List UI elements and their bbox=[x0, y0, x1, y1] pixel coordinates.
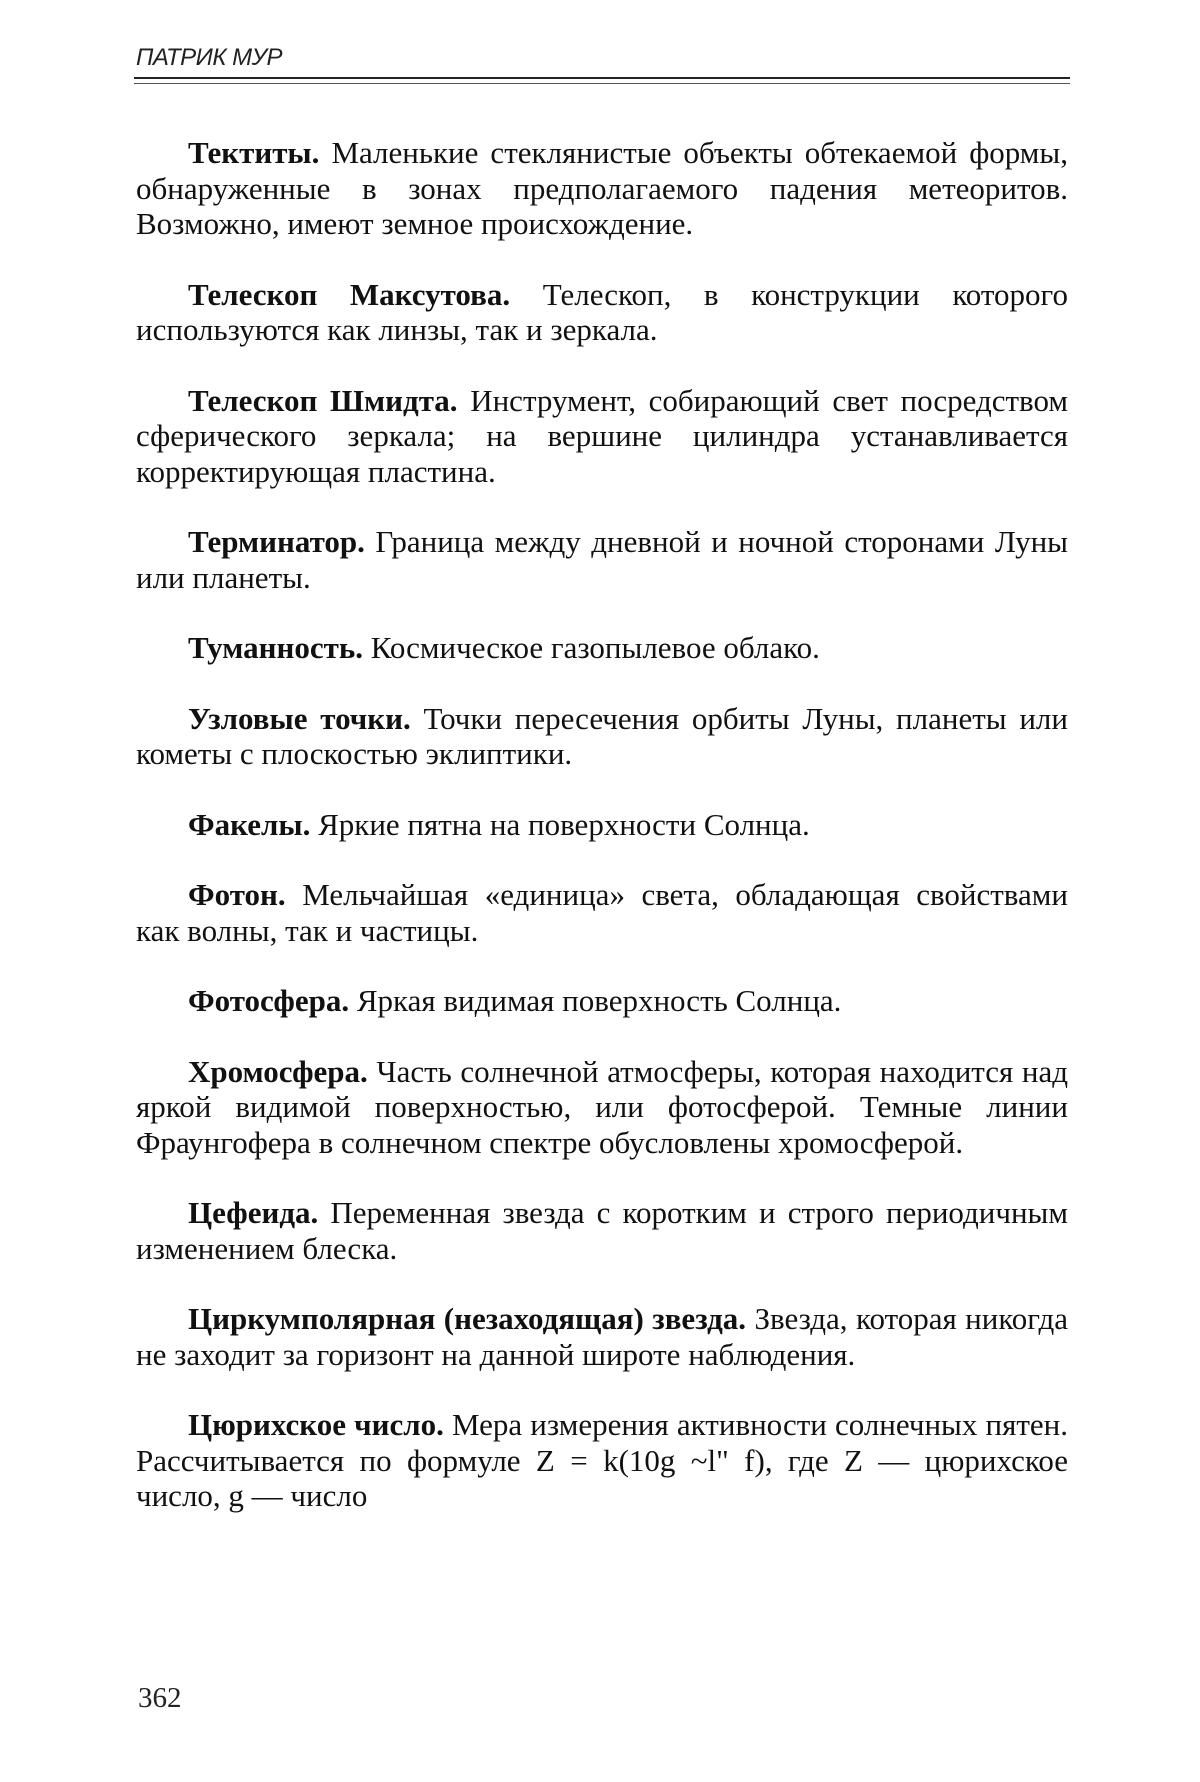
entry-definition: Телескоп, в конструкции которого используются как линзы, так и зеркала. bbox=[136, 276, 1068, 347]
entry-term: Тектиты. bbox=[188, 135, 320, 170]
entry-term: Узловые точки. bbox=[188, 700, 411, 736]
glossary-entry bbox=[136, 383, 1068, 490]
glossary-entry bbox=[136, 1407, 1068, 1514]
entry-term: Туманность. bbox=[188, 630, 363, 665]
header-rule-thin bbox=[134, 83, 1070, 84]
entry-definition: Маленькие стеклянистые объекты обтекаемой формы, обнаруженные в зонах предполагаемого падения метеоритов. Возможно, имеют земное происхождение. bbox=[136, 135, 1069, 241]
glossary-entry bbox=[136, 277, 1068, 348]
entry-definition: Часть солнечной атмосферы, которая находится над яркой видимой поверхностью, или фотосферой. Темные линии Фраунгофера в солнечном спектре обусловлены хромосферой. bbox=[136, 1053, 1069, 1160]
glossary-entry bbox=[136, 983, 1068, 1019]
entry-term: Телескоп Максутова. bbox=[188, 276, 511, 312]
entry-definition: Граница между дневной и ночной сторонами Луны или планеты. bbox=[136, 524, 1068, 595]
glossary-entry bbox=[136, 701, 1068, 772]
page-number: 362 bbox=[138, 1682, 182, 1714]
entry-definition: Мера измерения активности солнечных пятен. Рассчитывается по формуле Z = k(10g ~l" f), где Z — цюрихское число, g — число bbox=[136, 1407, 1069, 1513]
glossary-entry bbox=[136, 135, 1068, 242]
entry-definition: Звезда, которая никогда не заходит за горизонт на данной широте наблюдения. bbox=[136, 1301, 1069, 1372]
glossary-entry bbox=[136, 877, 1068, 948]
entry-definition: Космическое газопылевое облако. bbox=[370, 630, 820, 665]
glossary-entry bbox=[136, 524, 1068, 595]
entry-definition: Яркие пятна на поверхности Солнца. bbox=[318, 806, 810, 842]
glossary-entry bbox=[136, 807, 1068, 843]
glossary-entries bbox=[136, 135, 1068, 1549]
glossary-entry bbox=[136, 1301, 1068, 1372]
entry-definition: Инструмент, собирающий свет посредством сферического зеркала; на вершине цилиндра устанавливается корректирующая пластина. bbox=[136, 382, 1068, 489]
glossary-entry bbox=[136, 1195, 1068, 1266]
entry-definition: Мельчайшая «единица» света, обладающая свойствами как волны, так и частицы. bbox=[136, 877, 1069, 948]
entry-term: Хромосфера. bbox=[188, 1053, 368, 1089]
header-rule bbox=[134, 77, 1070, 79]
entry-term: Фотосфера. bbox=[188, 983, 350, 1018]
entry-definition: Яркая видимая поверхность Солнца. bbox=[356, 983, 842, 1018]
entry-definition: Переменная звезда с коротким и строго периодичным изменением блеска. bbox=[136, 1195, 1069, 1266]
entry-term: Фотон. bbox=[188, 877, 286, 912]
entry-term: Цефеида. bbox=[188, 1195, 319, 1230]
entry-term: Факелы. bbox=[188, 806, 311, 842]
entry-term: Телескоп Шмидта. bbox=[188, 382, 458, 418]
entry-term: Цюрихское число. bbox=[188, 1407, 444, 1442]
entry-term: Терминатор. bbox=[188, 524, 365, 559]
running-head: ПАТРИК МУР bbox=[136, 44, 282, 71]
glossary-entry bbox=[136, 630, 1068, 666]
entry-definition: Точки пересечения орбиты Луны, планеты или кометы с плоскостью эклиптики. bbox=[136, 700, 1068, 771]
entry-term: Циркумполярная (незаходящая) звезда. bbox=[188, 1301, 747, 1336]
glossary-entry bbox=[136, 1054, 1068, 1161]
